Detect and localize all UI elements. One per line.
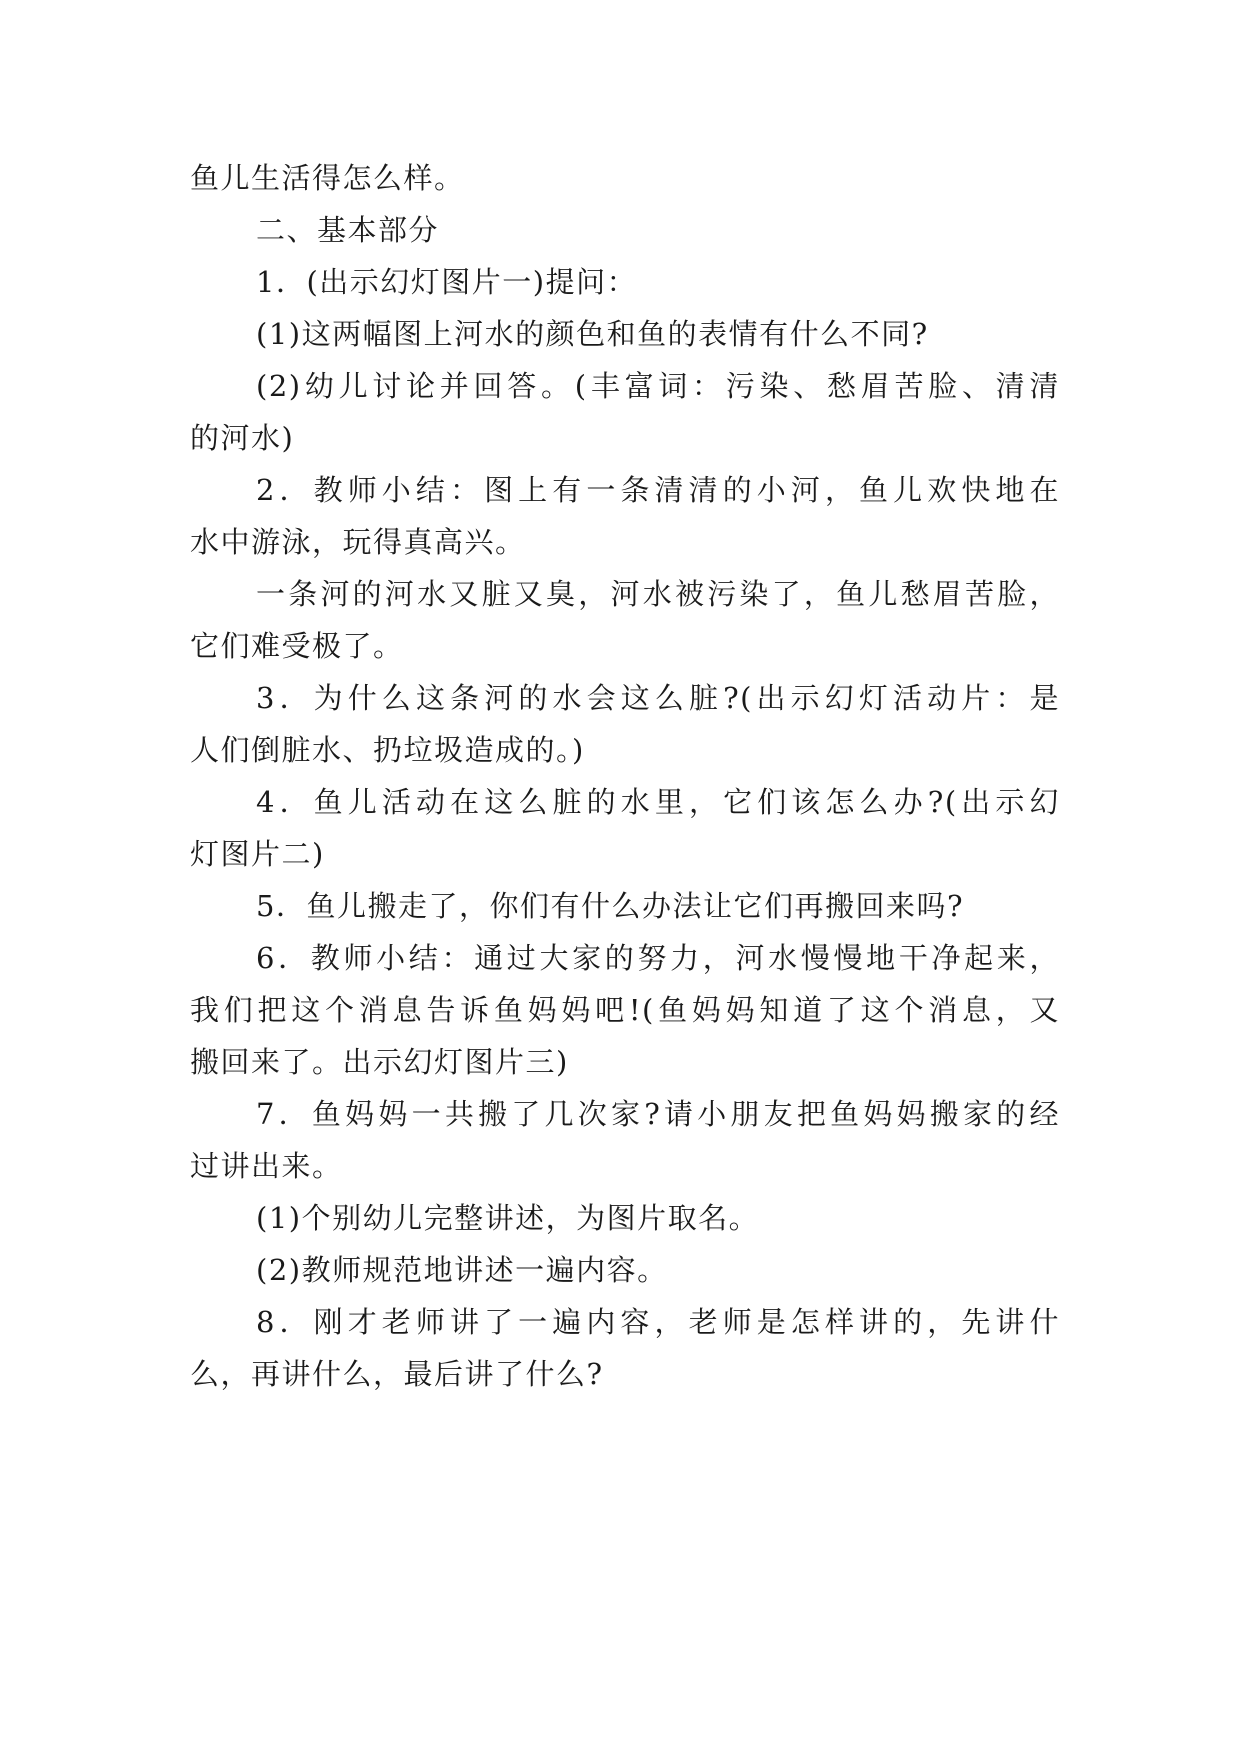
text-line: 水中游泳，玩得真高兴。 — [190, 525, 526, 559]
text-line: 的河水) — [190, 421, 295, 455]
text-line: 8．刚才老师讲了一遍内容，老师是怎样讲的，先讲什 — [256, 1305, 1060, 1339]
text-line: 2．教师小结：图上有一条清清的小河，鱼儿欢快地在 — [256, 473, 1060, 507]
text-line: 人们倒脏水、扔垃圾造成的。) — [190, 733, 585, 767]
text-line: 3．为什么这条河的水会这么脏?(出示幻灯活动片：是 — [256, 681, 1060, 715]
text-line: 它们难受极了。 — [190, 629, 404, 663]
text-line: 5．鱼儿搬走了，你们有什么办法让它们再搬回来吗? — [256, 889, 964, 923]
text-line: (2)幼儿讨论并回答。(丰富词：污染、愁眉苦脸、清清 — [256, 369, 1060, 403]
text-line: 我们把这个消息告诉鱼妈妈吧!(鱼妈妈知道了这个消息，又 — [190, 993, 1060, 1027]
text-line: 1．(出示幻灯图片一)提问： — [256, 265, 638, 299]
text-line: 过讲出来。 — [190, 1149, 343, 1183]
text-line: 么，再讲什么，最后讲了什么? — [190, 1357, 604, 1391]
text-line: (1)这两幅图上河水的颜色和鱼的表情有什么不同? — [256, 317, 929, 351]
text-line: 4．鱼儿活动在这么脏的水里，它们该怎么办?(出示幻 — [256, 785, 1060, 819]
text-line: 灯图片二) — [190, 837, 325, 871]
text-line: (2)教师规范地讲述一遍内容。 — [256, 1253, 668, 1287]
section-heading: 二、基本部分 — [256, 213, 440, 247]
text-line: 7．鱼妈妈一共搬了几次家?请小朋友把鱼妈妈搬家的经 — [256, 1097, 1060, 1131]
text-line: (1)个别幼儿完整讲述，为图片取名。 — [256, 1201, 760, 1235]
text-line: 搬回来了。出示幻灯图片三) — [190, 1045, 569, 1079]
text-line: 一条河的河水又脏又臭，河水被污染了，鱼儿愁眉苦脸， — [256, 577, 1060, 611]
text-line: 6．教师小结：通过大家的努力，河水慢慢地干净起来， — [256, 941, 1060, 975]
text-line: 鱼儿生活得怎么样。 — [190, 161, 465, 195]
